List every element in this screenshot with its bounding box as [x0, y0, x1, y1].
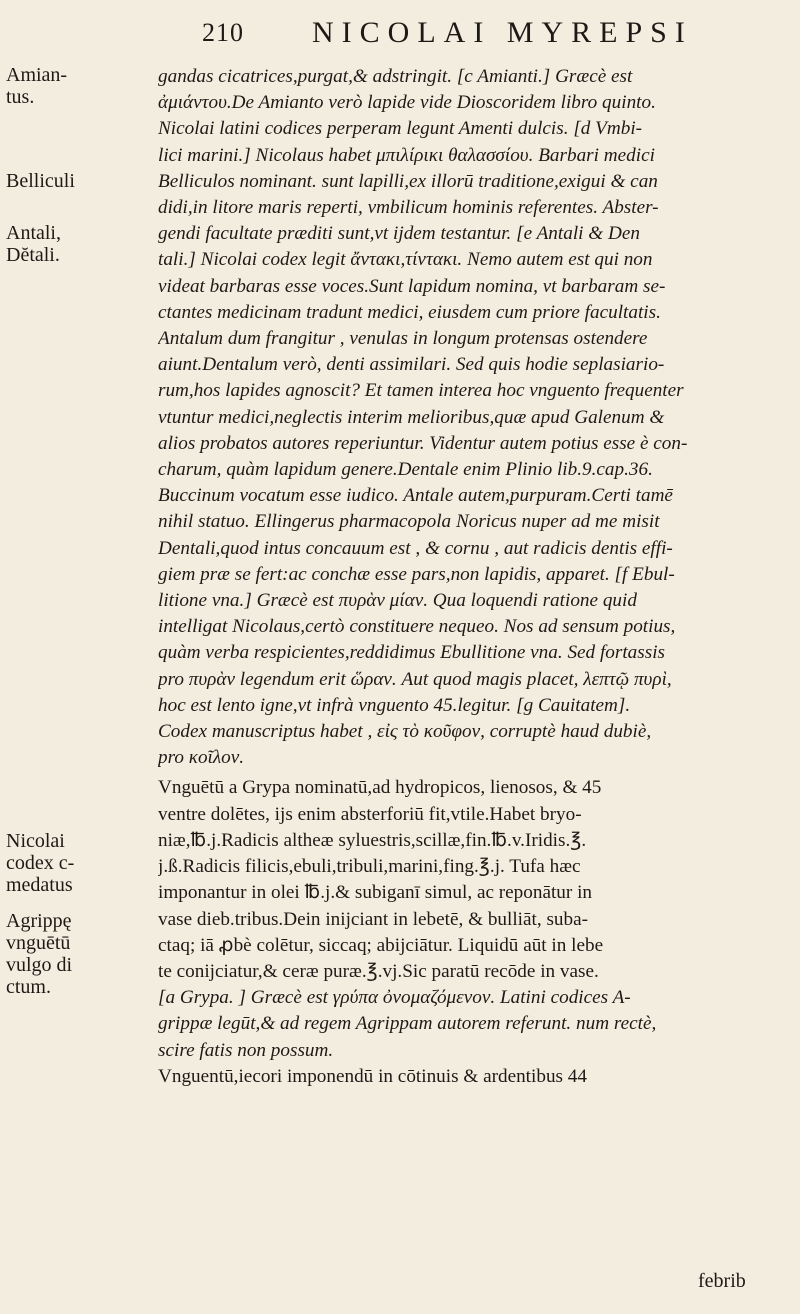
text-line: grippæ legūt,& ad regem Agrippam autorem referunt. num rectè, [158, 1013, 657, 1035]
margin-line: codex c- [6, 852, 75, 874]
margin-note-belliculi [6, 170, 96, 192]
text-line: ἀμιάντου.De Amianto verò lapide vide Dioscoridem libro quinto. [158, 92, 656, 114]
text-line: j.ß.Radicis filicis,ebuli,tribuli,marini,fing.℥.j. Tufa hæc [158, 856, 581, 878]
text-line: tali.] Nicolai codex legit ἄντακι,τίντακι. Nemo autem est qui non [158, 249, 653, 271]
text-line: intelligat Nicolaus,certò constituere nequeo. Nos ad sensum potius, [158, 616, 676, 638]
text-line: Codex manuscriptus habet , εἰς τὸ κοῦφον, corruptè haud dubiè, [158, 721, 652, 743]
margin-note-amiantus [6, 64, 96, 108]
running-title: NICOLAI MYREPSI [312, 16, 693, 49]
page-header [0, 18, 800, 58]
text-line: aiunt.Dentalum verò, denti assimilari. Sed quis hodie seplasiario- [158, 354, 665, 376]
text-line: videat barbaras esse voces.Sunt lapidum nomina, vt barbaram se- [158, 275, 666, 297]
text-line: pro κοῖλον. [158, 747, 245, 769]
margin-note-nicolai-codex [6, 830, 96, 896]
text-line: didi,in litore maris reperti, vmbilicum hominis referentes. Abster- [158, 197, 659, 219]
margin-line: Antali, [6, 222, 61, 244]
margin-line: Agrippę [6, 910, 72, 932]
text-line: giem præ se fert:ac conchæ esse pars,non lapidis, apparet. [f Ebul- [158, 563, 675, 585]
margin-line: Dĕtali. [6, 244, 60, 266]
text-line: charum, quàm lapidum genere.Dentale enim Plinio lib.9.cap.36. [158, 459, 653, 481]
page-number: 210 [202, 18, 244, 47]
text-line: nihil statuo. Ellingerus pharmacopola Noricus nuper ad me misit [158, 511, 660, 533]
text-line: Vnguētū a Grypa nominatū,ad hydropicos, lienosos, & 45 [158, 777, 602, 799]
text-line: Nicolai latini codices perperam legunt Amenti dulcis. [d Vmbi- [158, 118, 643, 140]
text-line: pro πυρὰν legendum erit ὥραν. Aut quod magis placet, λεπτῷ πυρὶ, [158, 668, 672, 690]
margin-line: Belliculi [6, 170, 75, 192]
text-line: Antalum dum frangitur , venulas in longum protensas ostendere [158, 328, 648, 350]
text-line: te conijciatur,& ceræ puræ.℥.vj.Sic paratū recōde in vase. [158, 960, 599, 982]
text-line: alios probatos autores reperiuntur. Videntur autem potius esse è con- [158, 432, 688, 454]
note-block-2 [158, 985, 780, 1064]
text-line: vase dieb.tribus.Dein inijciant in lebetē, & bulliāt, suba- [158, 908, 589, 930]
notes-block [158, 64, 780, 771]
text-line: [a Grypa. ] Græcè est γρύπα ὀνομαζόμενον. Latini codices A- [158, 987, 631, 1009]
final-line: Vnguentū,iecori imponendū in cōtinuis & ardentibus 44 [158, 1065, 587, 1087]
text-line: rum,hos lapides agnoscit? Et tamen interea hoc vnguento frequenter [158, 380, 684, 402]
text-line: ctantes medicinam tradunt medici, eiusdem cum priore facultatis. [158, 301, 661, 323]
margin-line: vulgo di [6, 954, 73, 976]
text-line: imponantur in olei ℔.j.& subiganī simul, ac reponātur in [158, 882, 593, 904]
text-line: ctaq; iā ꝓbè colētur, siccaq; abijciātur. Liquidū aūt in lebe [158, 934, 604, 956]
text-body [158, 64, 780, 1090]
margin-line: ctum. [6, 976, 51, 998]
margin-line: Nicolai [6, 830, 65, 852]
text-line: Belliculos nominant. sunt lapilli,ex illorū traditione,exigui & can [158, 170, 658, 192]
text-line: gandas cicatrices,purgat,& adstringit. [c Amianti.] Græcè est [158, 66, 633, 87]
margin-line: tus. [6, 86, 35, 108]
text-line: Dentali,quod intus concauum est , & cornu , aut radicis dentis effi- [158, 537, 673, 559]
margin-note-agrippae [6, 910, 96, 998]
text-line: scire fatis non possum. [158, 1039, 334, 1061]
margin-note-antali [6, 222, 96, 266]
text-line: ventre dolētes, ijs enim absterforiū fit,vtile.Habet bryo- [158, 803, 582, 825]
recipe-block [158, 775, 780, 985]
text-line: vtuntur medici,neglectis interim melioribus,quæ apud Galenum & [158, 406, 665, 428]
text-line: Buccinum vocatum esse iudico. Antale autem,purpuram.Certi tamē [158, 485, 673, 507]
margin-line: Amian- [6, 64, 68, 86]
text-line: quàm verba respicientes,reddidimus Ebullitione vna. Sed fortassis [158, 642, 665, 664]
margin-line: medatus [6, 874, 73, 896]
text-line: hoc est lento igne,vt infrà vnguento 45.legitur. [g Cauitatem]. [158, 694, 631, 716]
text-line: gendi facultate præditi sunt,vt ijdem testantur. [e Antali & Den [158, 223, 640, 245]
text-line: lici marini.] Nicolaus habet μπιλίρικι θαλασσίου. Barbari medici [158, 144, 655, 166]
catchword: febrib [698, 1270, 746, 1292]
margin-line: vnguētū [6, 932, 71, 954]
text-line: litione vna.] Græcè est πυρὰν μίαν. Qua loquendi ratione quid [158, 590, 637, 612]
text-line: niæ,℔.j.Radicis altheæ syluestris,scillæ,fin.℔.v.Iridis.℥. [158, 829, 587, 851]
